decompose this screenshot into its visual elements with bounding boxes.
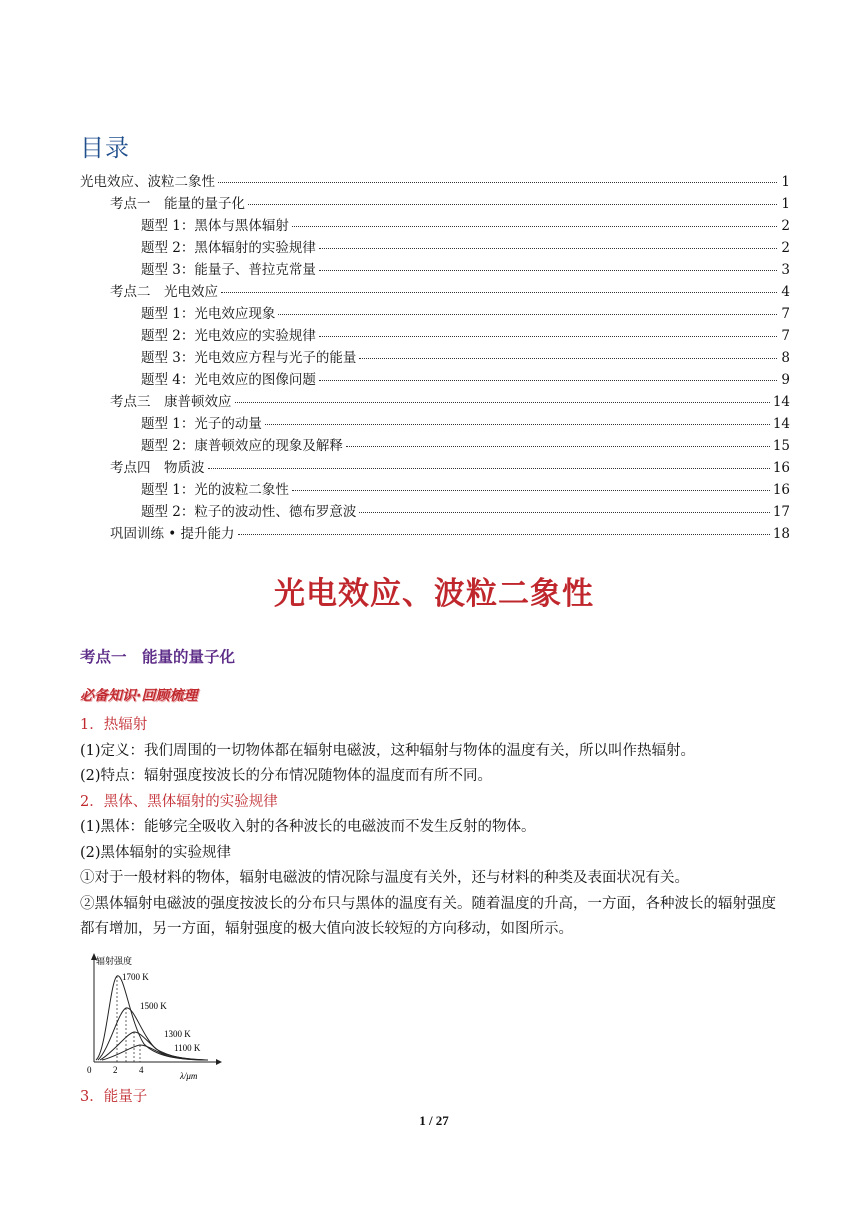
- tick-label: 4: [139, 1065, 144, 1075]
- subheading-blackbody: 2．黑体、黑体辐射的实验规律: [80, 793, 278, 810]
- toc-entry-label: 题型 2：康普顿效应的现象及解释: [141, 438, 343, 454]
- subheading-energy-quantum: 3．能量子: [80, 1089, 148, 1105]
- toc-entry-label: 题型 1：光电效应现象: [141, 306, 276, 322]
- toc-entry-label: 光电效应、波粒二象性: [80, 174, 215, 190]
- toc-dot-leader: [319, 270, 777, 271]
- toc-entry[interactable]: [80, 303, 790, 325]
- toc-entry[interactable]: [80, 193, 790, 215]
- toc-entry[interactable]: [80, 215, 790, 237]
- toc-entry[interactable]: [80, 259, 790, 281]
- toc-entry-page: 2: [781, 218, 790, 234]
- toc-dot-leader: [248, 204, 777, 205]
- toc-dot-leader: [278, 314, 777, 315]
- toc-entry[interactable]: [80, 369, 790, 391]
- toc-entry-page: 1: [781, 174, 790, 190]
- curve-label-1300: 1300 K: [164, 1029, 191, 1039]
- toc-entry-label: 题型 3：光电效应方程与光子的能量: [141, 350, 357, 366]
- toc-dot-leader: [238, 534, 770, 535]
- main-title: 光电效应、波粒二象性: [274, 576, 594, 612]
- toc-entry-page: 2: [781, 240, 790, 256]
- paragraph: (1)黑体：能够完全吸收入射的各种波长的电磁波而不发生反射的物体。: [80, 819, 536, 835]
- toc-entry[interactable]: [80, 523, 790, 545]
- toc-dot-leader: [235, 402, 770, 403]
- tick-label: 2: [113, 1065, 118, 1075]
- toc-dot-leader: [319, 380, 777, 381]
- paragraph: (1)定义：我们周围的一切物体都在辐射电磁波，这种辐射与物体的温度有关，所以叫作热辐射。: [80, 742, 696, 759]
- knowledge-banner: 必备知识·回顾梳理: [80, 688, 198, 704]
- toc-entry[interactable]: [80, 435, 790, 457]
- toc-entry[interactable]: [80, 171, 790, 193]
- blackbody-radiation-figure: [84, 952, 224, 1082]
- toc-entry[interactable]: [80, 501, 790, 523]
- toc-dot-leader: [265, 424, 770, 425]
- toc-entry[interactable]: [80, 281, 790, 303]
- toc-entry-page: 16: [772, 460, 790, 476]
- toc-entry-page: 15: [772, 438, 790, 454]
- toc-entry-label: 题型 3：能量子、普拉克常量: [141, 262, 316, 278]
- toc-entry-page: 9: [781, 372, 790, 388]
- toc-entry[interactable]: [80, 457, 790, 479]
- figure-xlabel: λ/μm: [180, 1071, 198, 1081]
- toc-entry-label: 巩固训练 • 提升能力: [110, 526, 235, 542]
- toc-entry-label: 题型 4：光电效应的图像问题: [141, 372, 316, 388]
- paragraph: (2)特点：辐射强度按波长的分布情况随物体的温度而有所不同。: [80, 768, 493, 784]
- curve-label-1700: 1700 K: [122, 972, 149, 982]
- paragraph: ②黑体辐射电磁波的强度按波长的分布只与黑体的温度有关。随着温度的升高，一方面，各种波长的辐射强度都有增加，另一方面，辐射强度的极大值向波长较短的方向移动，如图所示。: [80, 895, 776, 937]
- toc-entry-page: 14: [772, 394, 790, 410]
- section-heading: 考点一 能量的量子化: [80, 648, 236, 666]
- paragraph: (2)黑体辐射的实验规律: [80, 844, 232, 861]
- toc-dot-leader: [319, 336, 777, 337]
- toc-entry-page: 14: [772, 416, 790, 432]
- toc-title: 目录: [80, 134, 130, 162]
- toc-entry-label: 考点一 能量的量子化: [110, 196, 245, 212]
- toc-entry-page: 1: [781, 196, 790, 212]
- toc-entry[interactable]: [80, 325, 790, 347]
- toc-dot-leader: [218, 182, 777, 183]
- content-body-continued: [80, 1085, 790, 1111]
- tick-label: 0: [87, 1065, 92, 1075]
- figure-ylabel: 辐射强度: [96, 956, 133, 966]
- page-number: 1 / 27: [419, 1113, 449, 1128]
- toc-entry-label: 题型 1：光的波粒二象性: [141, 482, 289, 498]
- toc-entry-page: 7: [781, 306, 790, 322]
- toc-entry-label: 题型 1：黑体与黑体辐射: [141, 218, 289, 234]
- toc-entry-label: 考点四 物质波: [110, 460, 205, 476]
- toc-dot-leader: [292, 490, 770, 491]
- toc-entry-page: 7: [781, 328, 790, 344]
- curve-label-1100: 1100 K: [174, 1043, 201, 1053]
- toc-dot-leader: [359, 358, 777, 359]
- toc-entry-page: 3: [781, 262, 790, 278]
- toc-entry[interactable]: [80, 413, 790, 435]
- toc-entry-page: 17: [772, 504, 790, 520]
- toc-entry[interactable]: [80, 391, 790, 413]
- paragraph: ①对于一般材料的物体，辐射电磁波的情况除与温度有关外，还与材料的种类及表面状况有关。: [80, 870, 689, 886]
- toc-dot-leader: [359, 512, 769, 513]
- toc-entry-label: 题型 1：光子的动量: [141, 416, 262, 432]
- toc-entry-label: 考点二 光电效应: [110, 284, 218, 300]
- toc-dot-leader: [292, 226, 777, 227]
- toc-dot-leader: [346, 446, 770, 447]
- toc-entry-label: 题型 2：黑体辐射的实验规律: [141, 240, 316, 256]
- toc-entry[interactable]: [80, 237, 790, 259]
- toc-entry-page: 18: [772, 526, 790, 542]
- content-body: [80, 713, 790, 943]
- table-of-contents: [80, 171, 790, 545]
- toc-entry-page: 16: [772, 482, 790, 498]
- curve-label-1500: 1500 K: [140, 1001, 167, 1011]
- toc-dot-leader: [319, 248, 777, 249]
- toc-entry-label: 题型 2：粒子的波动性、德布罗意波: [141, 504, 357, 520]
- toc-entry[interactable]: [80, 347, 790, 369]
- toc-entry-label: 考点三 康普顿效应: [110, 394, 232, 410]
- toc-entry-label: 题型 2：光电效应的实验规律: [141, 328, 316, 344]
- toc-dot-leader: [221, 292, 777, 293]
- subheading-thermal-radiation: 1．热辐射: [80, 717, 148, 733]
- toc-entry-page: 8: [781, 350, 790, 366]
- toc-dot-leader: [208, 468, 770, 469]
- toc-entry[interactable]: [80, 479, 790, 501]
- toc-entry-page: 4: [781, 284, 790, 300]
